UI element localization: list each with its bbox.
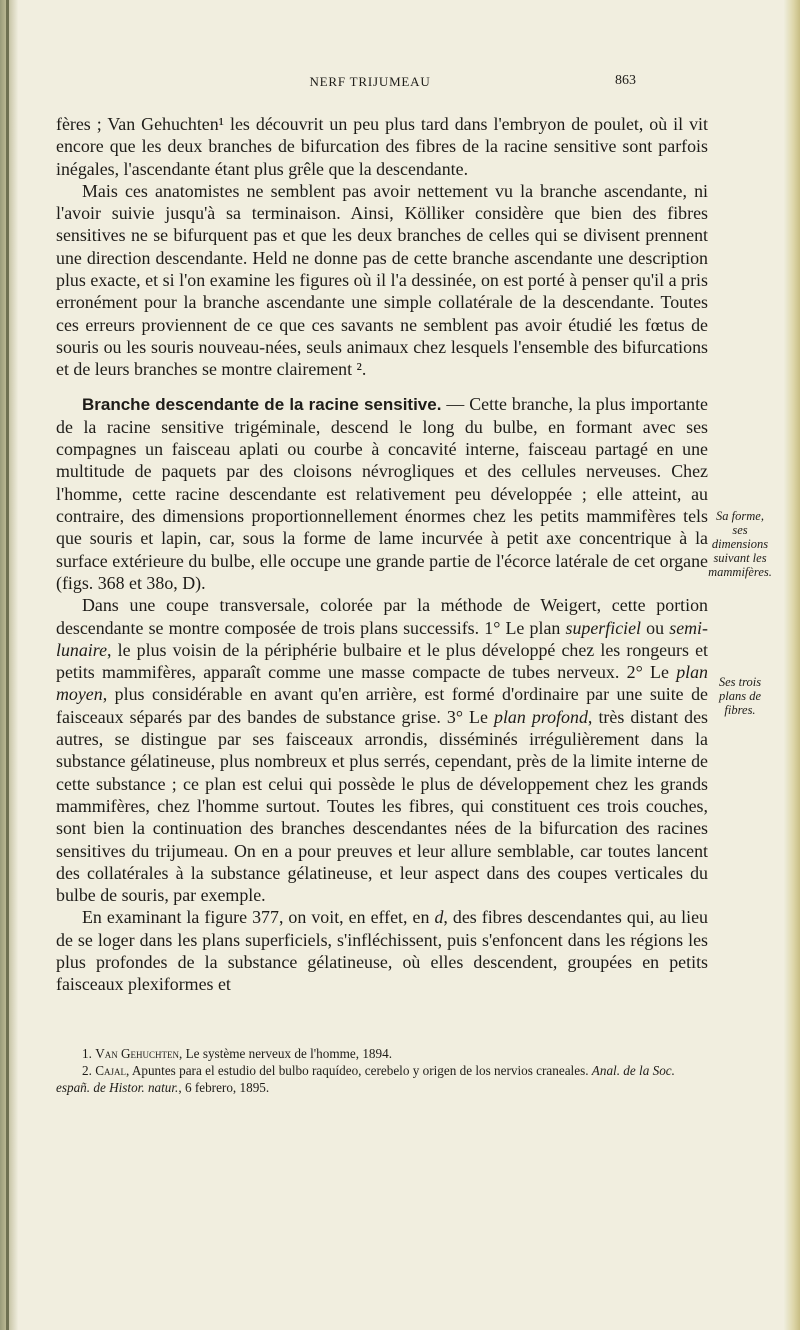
footnote-1-author: Van Gehuchten: [95, 1046, 180, 1061]
paragraph-5: [56, 906, 708, 995]
footnote-2-number: 2.: [82, 1063, 96, 1078]
paragraph-5-part-a: En examinant la figure 377, on voit, en effet, en: [82, 907, 435, 928]
paragraph-4-part-c: , plus considérable en avant qu'en arrière, est formé d'ordinaire par une suite de faisceaux séparés par des bandes de substance grise. 3° Le: [56, 684, 708, 727]
paragraph-3-text: — Cette branche, la plus importante de la racine sensitive trigéminale, descend le long du bulbe, en formant avec ses compagnes un faisceau aplati ou courbe à concavité interne, faisceau partagé en une multitude de paquets par des cloisons névrogliques et des cellules nerveuses. Chez l'homme, cette racine descendante est relativement peu développée ; elle atteint, au contraire, des dimensions proportionnellement énormes chez les petits mammifères tels que souris et lapin, car, sous la forme de lame incurvée à petit axe concentrique à la surface extérieure du bulbe, elle occupe une grande partie de l'écorce latérale de cet organe (figs. 368 et 38o, D).: [56, 393, 708, 593]
footnote-2-text: , Apuntes para el estudio del bulbo raquídeo, cerebelo y origen de los nervios craneales.: [125, 1063, 592, 1078]
running-head: NERF TRIJUMEAU: [309, 74, 431, 89]
paragraph-4-or: ou: [641, 617, 670, 638]
paragraph-3: [56, 393, 708, 595]
term-superficiel: superficiel: [565, 617, 642, 638]
footnote-2-journal: Anal. de la Soc. españ. de Histor. natur.: [56, 1063, 675, 1095]
paragraph-4-part-b: , le plus voisin de la périphérie bulbaire et le plus développé chez les rongeurs et petits mammifères, apparaît comme une masse compacte de tubes nerveux. 2° Le: [56, 639, 708, 683]
paragraph-4-part-d: , très distant des autres, se distingue par ses faisceaux arrondis, disséminés irrégulièrement dans la substance gélatineuse, plus nombreux et plus serrés, cependant, près de la limite interne de cette substance ; ce plan est celui qui possède le plus de développement chez les grands mammifères, chez l'homme surtout. Toutes les fibres, qui constituent ces trois couches, sont bien la continuation des branches descendantes nées de la bifurcation des racines sensitives du trijumeau. On en a pour preuves et leur allure semblable, car toutes lancent des collatérales à la substance gélatineuse, et leur aspect dans des coupes verticales du bulbe de souris, par exemple.: [56, 706, 709, 906]
footnote-2: [56, 1062, 708, 1096]
footnote-2-date: , 6 febrero, 1895.: [178, 1080, 270, 1095]
term-semi-lunaire: semi-lunaire: [56, 617, 708, 660]
section-title: Branche descendante de la racine sensitive.: [82, 394, 442, 414]
body-text: [56, 113, 708, 996]
paragraph-1: fères ; Van Gehuchten¹ les découvrit un peu plus tard dans l'embryon de poulet, où il vit encore que les deux branches de bifurcation des fibres de la racine sensitive sont parfois inégales, l'ascendante étant plus grêle que la descendante.: [56, 114, 708, 179]
page-edge-right: [784, 0, 800, 1330]
term-plan-profond: plan profond: [494, 706, 588, 727]
footnote-1-text: , Le système nerveux de l'homme, 1894.: [179, 1046, 392, 1061]
footnote-1: [56, 1045, 708, 1062]
paragraph-4: [56, 594, 708, 906]
term-plan-moyen: plan moyen: [56, 662, 708, 705]
margin-note-trois-plans: Ses trois plans de fibres.: [718, 675, 762, 717]
paragraph-4-part-a: Dans une coupe transversale, colorée par la méthode de Weigert, cette portion descendante se montre composée de trois plans successifs. 1° Le plan: [56, 595, 708, 638]
paragraph-2: Mais ces anatomistes ne semblent pas avoir nettement vu la branche ascendante, ni l'avoir suivie jusqu'à sa terminaison. Ainsi, Kölliker considère que bien des fibres sensitives ne se bifurquent pas et que les deux branches de celles qui se divisent prennent une direction descendante. Held ne donne pas de cette branche ascendante une description plus exacte, et si l'on examine les figures où il l'a dessinée, on est porté à penser qu'il a pris erronément pour la branche ascendante une simple collatérale de la descendante. Toutes ces erreurs proviennent de ce que ces savants ne semblent pas avoir étudié les fœtus de souris ou les souris nouveau-nées, seuls animaux chez lesquels l'ensemble des bifurcations et de leurs branches se montre clairement ².: [56, 180, 708, 380]
page-number: 863: [615, 73, 636, 88]
binding-shadow: [6, 0, 9, 1330]
page-header: [0, 74, 800, 94]
margin-note-forme: Sa forme, ses dimensions suivant les mammifères.: [708, 509, 772, 579]
footnote-1-number: 1.: [82, 1046, 96, 1061]
footnotes: [56, 1045, 708, 1096]
footnote-2-author: Cajal: [95, 1063, 126, 1078]
page-gutter-left: [0, 0, 18, 1330]
term-d: d: [434, 907, 444, 928]
paragraph-5-part-b: , des fibres descendantes qui, au lieu de se loger dans les plans superficiels, s'infléchissent, puis s'enfoncent dans les régions les plus profondes de la substance gélatineuse, où elles descendent, groupées en petits faisceaux plexiformes et: [56, 907, 709, 995]
